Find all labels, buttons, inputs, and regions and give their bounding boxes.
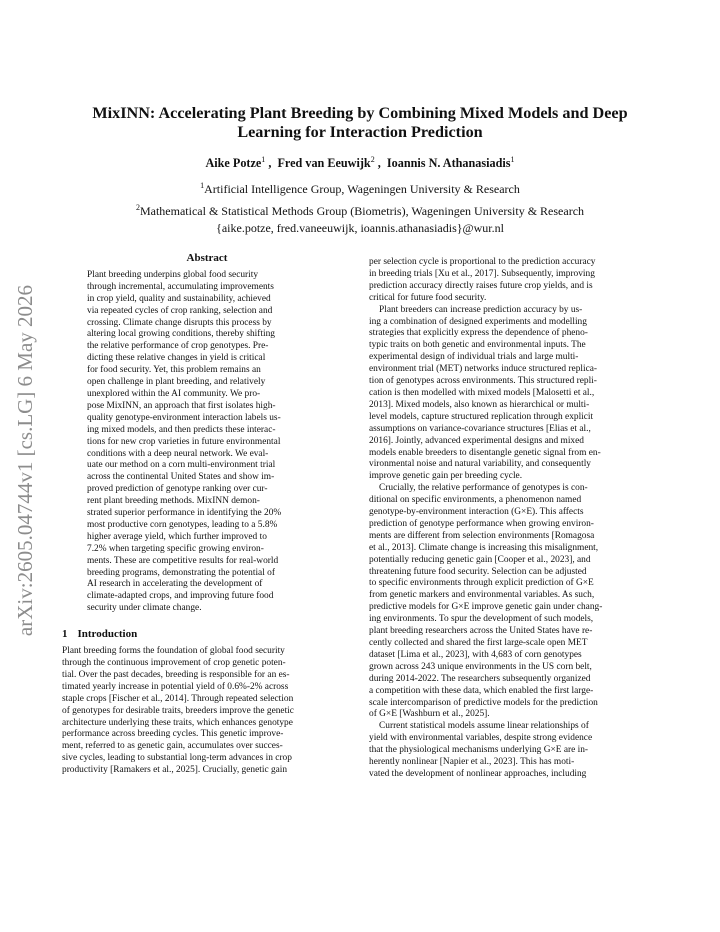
text-line: in crop yield, quality and sustainability, achieved [87, 293, 271, 304]
arxiv-identifier-text: arXiv:2605.04744v1 [cs.LG] 6 May 2026 [13, 284, 38, 636]
text-line: strated superior performance in identifying the 20% [87, 508, 282, 519]
right-column [369, 257, 659, 781]
text-line: of G×E [Washburn et al., 2025]. [369, 709, 490, 720]
text-line: staple crops [Fischer et al., 2014]. Through repeated selection [62, 693, 294, 704]
text-line: Crucially, the relative performance of genotypes is con- [379, 483, 588, 494]
text-line: dataset [Lima et al., 2023], with 4,683 of corn genotypes [369, 649, 582, 660]
text-line: quality genotype-environment interaction labels us- [87, 412, 281, 423]
text-line: tial. Over the past decades, breeding is responsible for an es- [62, 669, 290, 680]
author-name: Ioannis N. Athanasiadis [386, 156, 511, 171]
text-line: across the continental United States and show im- [87, 472, 275, 483]
text-line: Plant breeding underpins global food security [87, 269, 259, 280]
text-line: strategies that explicitly express the dependence of pheno- [369, 328, 588, 339]
text-line: tions for new crop varieties in future environmental [87, 436, 281, 447]
text-line: prediction of genotype performance when growing environ- [369, 518, 594, 529]
arxiv-identifier [6, 260, 46, 660]
author-name: Fred van Eeuwijk [277, 156, 371, 171]
text-line: pose MixINN, an approach that first isolates high- [87, 400, 276, 411]
author-affiliation-mark: 1 [510, 155, 515, 164]
text-line: 2016]. Jointly, advanced experimental designs and mixed [369, 435, 584, 446]
text-line: ing environments. To spur the development of such models, [369, 614, 594, 625]
text-line: productivity [Ramakers et al., 2025]. Crucially, genetic gain [62, 765, 288, 776]
section-heading-introduction [62, 629, 352, 641]
text-line: that the physiological mechanisms underlying G×E are in- [369, 745, 589, 756]
text-line: per selection cycle is proportional to the prediction accuracy [369, 257, 596, 267]
text-line: environment trial (MET) networks induce structured replica- [369, 364, 598, 375]
text-line: rent plant breeding methods. MixINN demon- [87, 496, 260, 507]
text-line: through incremental, accumulating improvements [87, 281, 274, 292]
affiliations [60, 177, 660, 238]
text-line: Plant breeders can increase prediction accuracy by us- [379, 304, 583, 315]
text-line: cently collected and shared the first large-scale open MET [369, 638, 588, 648]
affiliation [60, 199, 660, 221]
text-line: security under climate change. [87, 603, 202, 614]
text-line: ment, referred to as genetic gain, accumulates over succes- [62, 741, 283, 752]
text-line: open challenge in plant breeding, and relatively [87, 377, 266, 388]
text-line: vated the development of nonlinear approaches, including [369, 768, 587, 779]
text-line: the relative performance of crop genotypes. Pre- [87, 341, 269, 352]
affiliation-text: Artificial Intelligence Group, Wageningen University & Research [204, 182, 520, 196]
text-line: experimental design of individual trials and large multi- [369, 352, 579, 363]
text-line: prediction accuracy directly raises future crop yields, and is [369, 280, 593, 291]
text-line: et al., 2013]. Climate change is increasing this misalignment, [369, 542, 599, 553]
author-affiliation-mark: 1 [261, 155, 266, 164]
text-line: most productive corn genotypes, leading to a 5.8% [87, 519, 278, 530]
text-line: improve genetic gain per breeding cycle. [369, 471, 523, 482]
text-line: breeding programs, demonstrating the potential of [87, 567, 275, 578]
text-line: 2013]. Mixed models, also known as hierarchical or multi- [369, 399, 590, 410]
text-line: Plant breeding forms the foundation of global food security [62, 646, 285, 657]
text-line: 7.2% when targeting specific growing environ- [87, 543, 264, 554]
text-line: crossing. Climate change disrupts this process by [87, 317, 272, 328]
text-line: genotype-by-environment interaction (G×E). This affects [369, 507, 584, 518]
text-line: from genetic markers and environmental variables. As such, [369, 590, 595, 601]
text-line: a competition with these data, which enabled the first large- [369, 685, 594, 696]
text-line: for food security. Yet, this problem remains an [87, 365, 261, 376]
introduction-text [62, 646, 352, 777]
affiliation-mark: 2 [135, 202, 140, 212]
text-line: typic traits on both genetic and environmental inputs. The [369, 340, 586, 351]
text-line: herently nonlinear [Napier et al., 2023]. This has moti- [369, 757, 575, 768]
text-line: proved prediction of genotype ranking over cur- [87, 484, 268, 495]
paragraph [369, 721, 659, 781]
affiliation [60, 177, 660, 199]
paragraph [369, 257, 659, 305]
text-line: tion of genotypes across environments. This structured repli- [369, 376, 597, 387]
text-line: higher average yield, which further improved to [87, 531, 267, 542]
text-line: vironmental noise and natural variability, and consequently [369, 459, 591, 470]
text-line: ments. These are competitive results for real-world [87, 555, 279, 566]
text-line: ditional on specific environments, a phenomenon named [369, 495, 582, 506]
text-line: conditions with a deep neural network. We eval- [87, 448, 269, 459]
text-line: critical for future food security. [369, 292, 487, 303]
text-line: dicting these relative changes in yield is critical [87, 353, 266, 364]
text-line: to specific environments through explicit prediction of G×E [369, 578, 594, 589]
text-line: altering local growing conditions, thereby shifting [87, 329, 275, 340]
text-line: level models, capture structured replication through explicit [369, 411, 594, 422]
section-number: 1 [62, 628, 68, 641]
text-line: in breeding trials [Xu et al., 2017]. Subsequently, improving [369, 268, 595, 279]
text-line: AI research in accelerating the development of [87, 579, 263, 590]
text-line: sive cycles, leading to substantial long-term advances in crop [62, 753, 292, 764]
text-line: threatening future food security. Selection can be adjusted [369, 566, 587, 577]
section-title: Introduction [77, 628, 138, 641]
abstract-text [62, 270, 352, 615]
text-line: ing a combination of designed experiments and modelling [369, 316, 587, 327]
abstract-heading: Abstract [186, 252, 228, 264]
text-line: grown across 243 unique environments in the US corn belt, [369, 661, 592, 672]
author-affiliation-mark: 2 [370, 155, 375, 164]
text-line: through the continuous improvement of crop genetic poten- [62, 658, 286, 668]
text-line: plant breeding researchers across the United States have re- [369, 626, 593, 637]
text-line: potentially reducing genetic gain [Cooper et al., 2023], and [369, 554, 591, 565]
text-line: cation is then modelled with mixed models [Malosetti et al., [369, 387, 595, 398]
paragraph [369, 305, 659, 484]
text-line: unexplored within the AI community. We pro- [87, 388, 261, 399]
text-line: predictive models for G×E improve genetic gain under chang- [369, 602, 603, 613]
text-line: Current statistical models assume linear relationships of [379, 721, 589, 732]
text-line: models enable breeders to disentangle genetic signal from en- [369, 447, 601, 458]
text-line: performance across breeding cycles. This genetic improve- [62, 729, 284, 740]
title-line: Learning for Interaction Prediction [237, 123, 483, 141]
affiliation-text: Mathematical & Statistical Methods Group (Biometris), Wageningen University & Research [139, 203, 585, 218]
text-line: assumptions on variance-covariance structures [Elias et al., [369, 423, 591, 434]
affiliation-mark: 1 [200, 181, 205, 190]
paper-title [60, 104, 660, 142]
author-emails: {aike.potze, fred.vaneeuwijk, ioannis.athanasiadis}@wur.nl [216, 221, 504, 235]
text-line: architecture underlying these traits, which enhances genotype [62, 717, 293, 728]
text-line: scale intercomparison of predictive models for the prediction [369, 697, 598, 708]
text-line: uate our method on a corn multi-environment trial [87, 460, 276, 471]
title-line: MixINN: Accelerating Plant Breeding by Combining Mixed Models and Deep [92, 104, 628, 122]
text-line: yield with environmental variables, despite strong evidence [369, 733, 593, 744]
left-column [62, 253, 352, 777]
text-line: of genotypes for desirable traits, breeders improve the genetic [62, 705, 294, 716]
text-line: timated yearly increase in potential yield of 0.6%-2% across [62, 681, 289, 692]
author-name: Aike Potze [205, 156, 262, 171]
text-line: during 2014-2022. The researchers subsequently organized [369, 673, 591, 684]
author-list: Aike Potze$^1$ , Fred van Eeuwijk$^2$ , Ioannis N. Athanasiadis$^1$ [205, 155, 515, 171]
text-line: ments are different from selection environments [Romagosa [369, 530, 595, 541]
text-line: via repeated cycles of crop ranking, selection and [87, 305, 273, 316]
text-line: climate-adapted crops, and improving future food [87, 591, 274, 602]
paragraph [369, 483, 659, 721]
text-line: ing mixed models, and then predicts these interac- [87, 424, 276, 435]
